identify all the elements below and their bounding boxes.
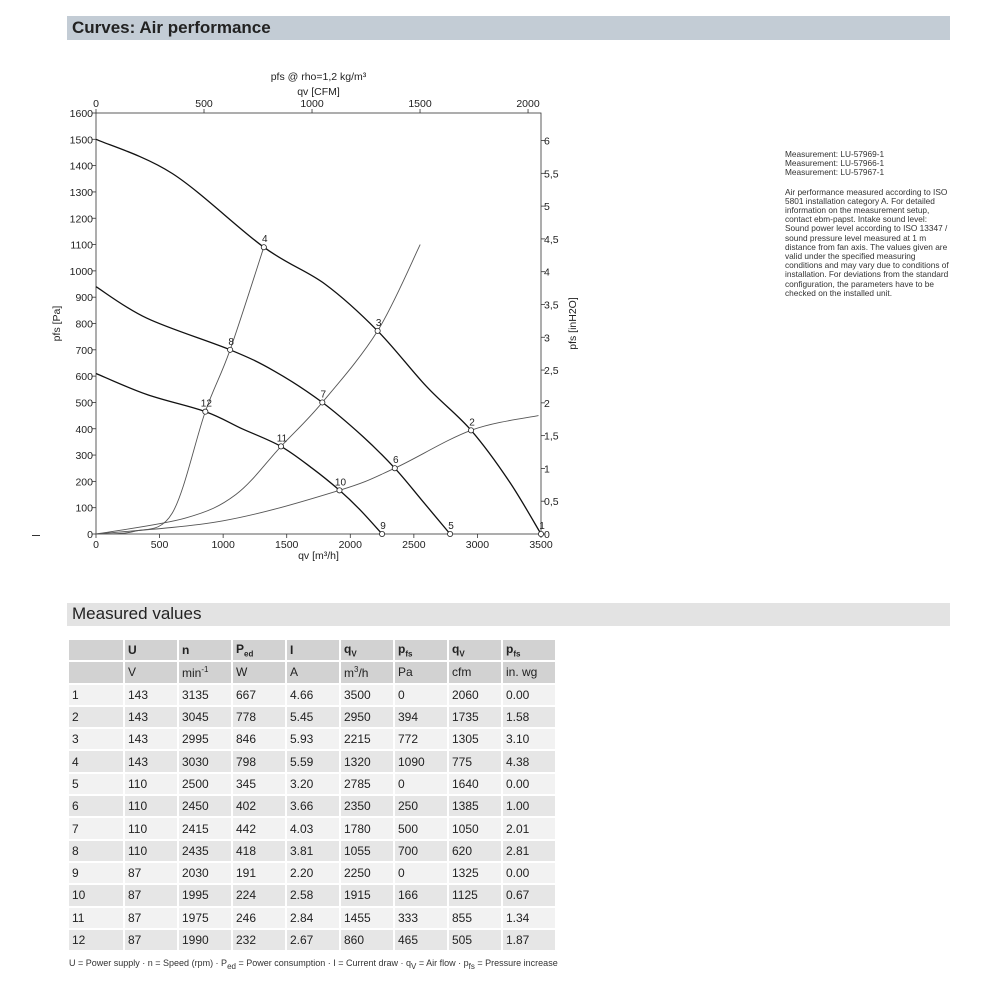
table-cell: 402 [233,796,285,816]
table-cell: 11 [69,908,123,928]
table-cell: 0.00 [503,863,555,883]
description-line: distance from fan axis. The values given are [785,241,948,252]
table-cell: 2950 [341,707,393,727]
table-cell: 1640 [449,774,501,794]
x-tick-label: 2000 [338,539,362,551]
y-tick-label: 1300 [69,186,93,199]
fan-curve [96,139,541,534]
table-cell: 2.81 [503,841,555,861]
operating-point [320,400,325,405]
table-row [69,751,555,771]
table-cell: 855 [449,908,501,928]
table-cell: 143 [125,707,177,727]
header-cell-n: n [179,640,231,660]
y-tick-label: 500 [75,397,93,410]
unit-cell: $m^3/h$ [341,662,393,682]
table-cell: 2785 [341,774,393,794]
table-cell: 418 [233,841,285,861]
top-tick-label: 1500 [408,98,432,110]
table-cell: 1305 [449,729,501,749]
y-tick-label: 1100 [70,239,93,252]
table-header-row [69,640,555,660]
table-cell: 2995 [179,729,231,749]
table-cell: 1 [69,685,123,705]
x-tick-label: 1500 [275,539,299,551]
table-cell: 7 [69,818,123,838]
table-cell: 110 [125,818,177,838]
table-cell: 246 [233,908,285,928]
chart-title: pfs @ rho=1,2 kg/m³ [270,71,367,83]
operating-point-label: 10 [334,477,347,489]
table-cell: 232 [233,930,285,950]
table-cell: 4.03 [287,818,339,838]
table-cell: 1995 [179,885,231,905]
table-cell: 772 [395,729,447,749]
header-cell-u: U [125,640,177,660]
margin-mark [32,535,40,536]
table-cell: 2250 [341,863,393,883]
table-cell: 775 [449,751,501,771]
right-tick-label: 5 [544,201,550,214]
description-line: Sound power level according to ISO 13347 / [785,223,948,234]
table-cell: 1320 [341,751,393,771]
unit-cell: V [125,662,177,682]
table-cell: 3.20 [287,774,339,794]
table-cell: 143 [125,685,177,705]
top-tick-label: 1000 [300,98,324,110]
operating-point-label: 7 [320,389,327,401]
right-tick-label: 0,5 [544,496,559,509]
table-cell: 0.00 [503,774,555,794]
table-row [69,908,555,928]
y-tick-label: 1600 [69,108,93,120]
y-tick-label: 1400 [69,160,93,173]
right-tick-label: 4,5 [544,233,559,246]
table-cell: 0 [395,774,447,794]
table-cell: 87 [125,885,177,905]
measurement-line: Measurement: LU-57966-1 [785,158,885,169]
y-tick-label: 700 [75,344,93,357]
top-tick-label: 500 [195,98,213,110]
table-cell: 12 [69,930,123,950]
operating-point-label: 5 [448,521,454,532]
table-row [69,707,555,727]
table-cell: 2500 [179,774,231,794]
table-cell: 191 [233,863,285,883]
system-curve [96,247,264,534]
description-line: configuration, the parameters have to be [785,278,934,289]
table-cell: 3.81 [287,841,339,861]
operating-point [392,466,397,471]
table-cell: 846 [233,729,285,749]
table-cell: 1.87 [503,930,555,950]
table-cell: 1455 [341,908,393,928]
table-cell: 0.00 [503,685,555,705]
table-cell: 1055 [341,841,393,861]
table-cell: 9 [69,863,123,883]
table-cell: 3.66 [287,796,339,816]
unit-cell: Pa [395,662,447,682]
operating-point [228,347,233,352]
operating-point [538,531,543,536]
table-row [69,930,555,950]
table-cell: 2450 [179,796,231,816]
table-cell: 87 [125,908,177,928]
table-cell: 2 [69,707,123,727]
measurement-notes [785,150,957,298]
table-cell: 1.58 [503,707,555,727]
table-cell: 3.10 [503,729,555,749]
fan-curve [96,287,450,534]
table-cell: 8 [69,841,123,861]
y-axis-label: pfs [Pa] [51,305,63,342]
table-cell: 667 [233,685,285,705]
table-row [69,841,555,861]
table-cell: 110 [125,796,177,816]
x-tick-label: 0 [93,539,99,551]
operating-point [447,531,452,536]
y-tick-label: 1500 [69,134,93,147]
header-cell-i: I [287,640,339,660]
unit-cell: cfm [449,662,501,682]
measured-section-title: Measured values [72,604,202,623]
y-tick-label: 200 [75,476,93,489]
table-cell: 143 [125,729,177,749]
table-cell: 2.01 [503,818,555,838]
description-line: valid under the specified measuring [785,251,916,262]
right-tick-label: 5,5 [544,168,559,181]
operating-point [379,531,384,536]
table-cell: 345 [233,774,285,794]
description-line: checked on the installed unit. [785,287,893,298]
table-cell: 500 [395,818,447,838]
table-cell: 778 [233,707,285,727]
operating-point [278,444,283,449]
description-line: Air performance measured according to ISO [785,186,948,197]
operating-point [337,488,342,493]
table-row [69,818,555,838]
table-cell: 4.38 [503,751,555,771]
table-cell: 2.58 [287,885,339,905]
table-row [69,729,555,749]
table-cell: 250 [395,796,447,816]
header-cell-qv: $q_V$ [341,640,393,660]
table-legend-note: U = Power supply · n = Speed $(rpm) \cdot P_{ed}$ = Power consumption · I = Current draw · $q_V$ = Air flow · $p_{fs}$ = Pressure increase [69,958,558,971]
operating-point-label: 6 [393,455,399,467]
fan-curve [96,374,382,535]
table-cell: 3030 [179,751,231,771]
description-line: installation. For deviations from the standard [785,269,949,280]
top-tick-label: 2000 [516,98,540,110]
table-cell: 0 [395,685,447,705]
operating-point [468,428,473,433]
system-curve [96,416,539,534]
table-cell: 2.20 [287,863,339,883]
table-cell: 798 [233,751,285,771]
table-cell: 5.93 [287,729,339,749]
table-cell: 110 [125,841,177,861]
table-cell: 2.84 [287,908,339,928]
table-cell: 2350 [341,796,393,816]
unit-cell [69,662,123,682]
y-tick-label: 400 [75,423,93,436]
right-tick-label: 4 [544,266,550,279]
operating-point-label: 12 [200,398,212,410]
y-tick-label: 600 [75,371,93,384]
table-units-row [69,662,555,682]
table-cell: 4 [69,751,123,771]
right-tick-label: 2,5 [544,365,559,378]
table-cell: 1780 [341,818,393,838]
operating-point-label: 3 [375,317,382,329]
top-tick-label: 0 [93,98,99,110]
measurement-description [785,188,957,298]
table-row [69,885,555,905]
table-cell: 87 [125,863,177,883]
table-cell: 465 [395,930,447,950]
table-cell: 860 [341,930,393,950]
table-cell: 0.67 [503,885,555,905]
measurement-line: Measurement: LU-57969-1 [785,149,885,159]
y-tick-label: 300 [75,450,93,463]
operating-point [261,245,266,250]
table-cell: 87 [125,930,177,950]
top-axis-label: qv [CFM] [297,86,340,98]
right-axis-label: pfs [inH2O] [567,297,579,350]
header-cell-pfs-inwg: $p_{fs}$ [503,640,555,660]
table-cell: 110 [125,774,177,794]
table-cell: 1090 [395,751,447,771]
unit-cell: $\min^{-1}$ [179,662,231,682]
header-cell-qv-cfm: $q_V$ [449,640,501,660]
operating-point-label: 2 [469,417,475,429]
operating-point-label: 4 [262,234,268,246]
table-cell: 2.67 [287,930,339,950]
table-cell: 1.00 [503,796,555,816]
table-cell: 166 [395,885,447,905]
table-cell: 3 [69,729,123,749]
right-tick-label: 3,5 [544,299,559,312]
curves-section-title: Curves: Air performance [72,18,271,37]
operating-point-label: 11 [276,433,288,445]
table-cell: 620 [449,841,501,861]
measured-section-header [67,603,950,626]
y-tick-label: 100 [75,502,93,515]
description-line: 5801 installation category A. For detailed [785,195,935,206]
x-tick-label: 500 [150,539,169,551]
right-tick-label: 6 [544,135,550,148]
header-cell-ped: $P_{ed}$ [233,640,285,660]
table-cell: 1915 [341,885,393,905]
unit-cell: W [233,662,285,682]
operating-point-label: 1 [539,521,545,532]
table-cell: 0 [395,863,447,883]
x-tick-label: 3000 [465,539,490,551]
table-cell: 224 [233,885,285,905]
table-cell: 1735 [449,707,501,727]
measured-values-table [67,638,557,952]
table-cell: 4.66 [287,685,339,705]
description-line: sound pressure level measured at 1 m [785,232,927,243]
x-axis-label: qv [m³/h] [298,550,339,562]
operating-point-label: 9 [380,521,386,532]
x-tick-label: 2500 [402,539,426,551]
table-row [69,685,555,705]
table-cell: 394 [395,707,447,727]
system-curve [96,245,420,534]
table-cell: 1975 [179,908,231,928]
table-cell: 1125 [449,885,501,905]
header-cell-index [69,640,123,660]
y-tick-label: 1000 [69,265,93,278]
operating-point [203,409,208,414]
y-tick-label: 800 [75,318,93,331]
operating-point-label: 8 [228,336,234,348]
table-cell: 2215 [341,729,393,749]
header-cell-pfs: $p_{fs}$ [395,640,447,660]
unit-cell: A [287,662,339,682]
table-body [69,685,555,951]
table-cell: 6 [69,796,123,816]
description-line: contact ebm-papst. Intake sound level: [785,214,928,225]
table-cell: 1990 [179,930,231,950]
right-tick-label: 1,5 [544,430,559,443]
right-tick-label: 0 [544,529,550,541]
table-row [69,796,555,816]
right-tick-label: 1 [544,463,550,476]
right-tick-label: 2 [544,397,550,410]
table-cell: 10 [69,885,123,905]
table-row [69,774,555,794]
table-cell: 1050 [449,818,501,838]
y-tick-label: 900 [75,292,93,305]
measurement-line: Measurement: LU-57967-1 [785,167,885,178]
table-cell: 5.45 [287,707,339,727]
table-cell: 333 [395,908,447,928]
x-tick-label: 1000 [211,539,235,551]
table-cell: 5.59 [287,751,339,771]
table-cell: 1385 [449,796,501,816]
table-cell: 442 [233,818,285,838]
description-line: conditions and may vary due to conditions of [785,260,949,271]
table-cell: 3045 [179,707,231,727]
x-tick-label: 3500 [529,539,553,551]
table-cell: 1.34 [503,908,555,928]
table-cell: 143 [125,751,177,771]
y-tick-label: 0 [87,529,93,541]
table-cell: 700 [395,841,447,861]
table-cell: 505 [449,930,501,950]
table-cell: 2060 [449,685,501,705]
table-cell: 2435 [179,841,231,861]
right-tick-label: 3 [544,332,550,345]
table-cell: 2030 [179,863,231,883]
table-cell: 2415 [179,818,231,838]
table-cell: 3500 [341,685,393,705]
unit-cell: in. wg [503,662,555,682]
description-line: information on the measurement setup, [785,205,930,216]
table-cell: 3135 [179,685,231,705]
table-cell: 1325 [449,863,501,883]
operating-point [375,328,380,333]
table-cell: 5 [69,774,123,794]
plot-frame [96,113,541,534]
y-tick-label: 1200 [69,213,93,226]
table-row [69,863,555,883]
